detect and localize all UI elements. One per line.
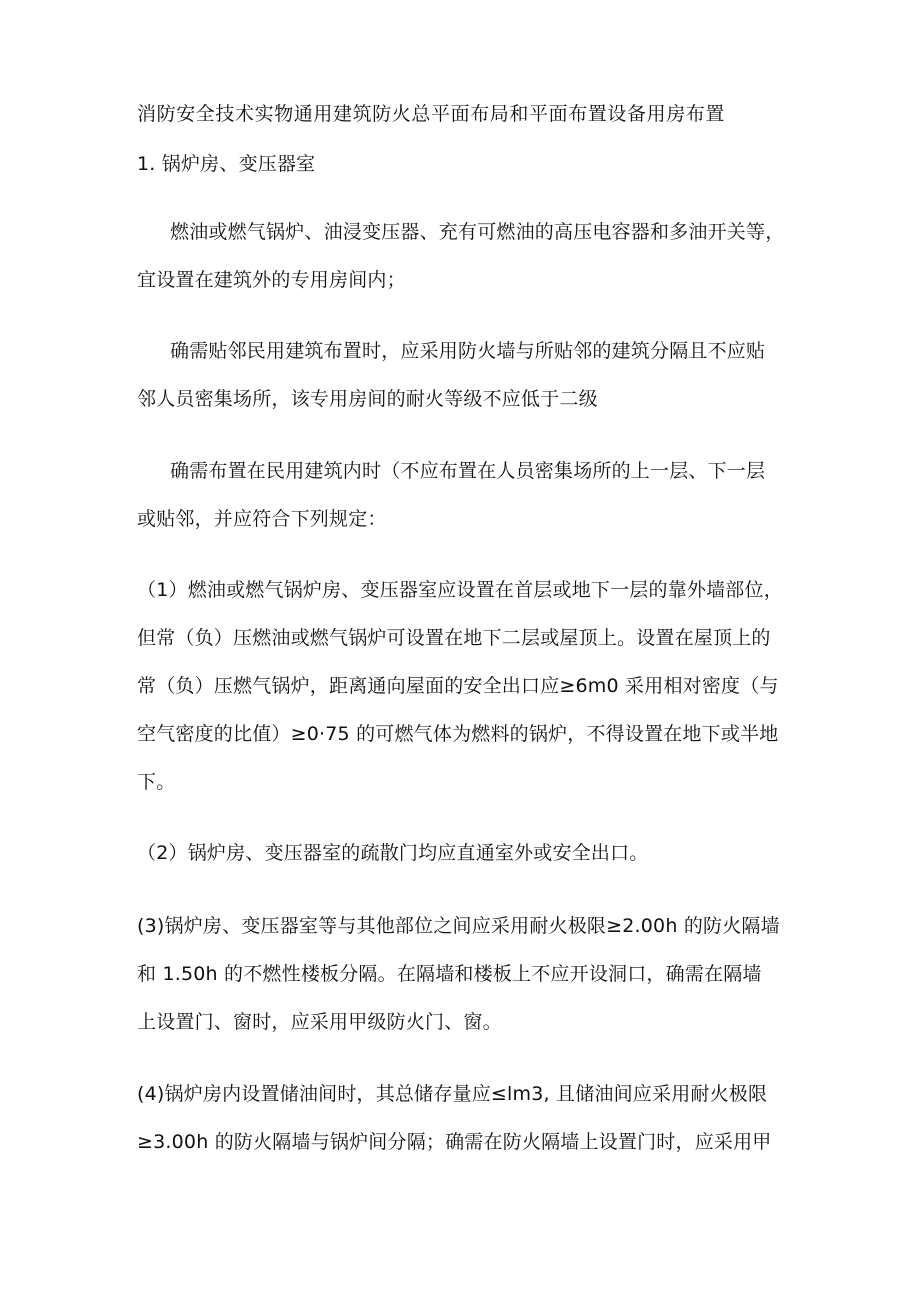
- paragraph-4-line-4: 空气密度的比值）≥0·75 的可燃气体为燃料的锅炉，不得设置在地下或半地: [137, 723, 779, 745]
- paragraph-6-line-3: 上设置门、窗时，应采用甲级防火门、窗。: [137, 1011, 502, 1033]
- section-heading: 1. 锅炉房、变压器室: [137, 153, 316, 175]
- document-title: 消防安全技术实物通用建筑防火总平面布局和平面布置设备用房布置: [137, 103, 726, 125]
- paragraph-7-line-2: ≥3.00h 的防火隔墙与锅炉间分隔；确需在防火隔墙上设置门时，应采用甲: [137, 1131, 772, 1153]
- paragraph-1-line-1: 燃油或燃气锅炉、油浸变压器、充有可燃油的高压电容器和多油开关等，: [170, 221, 785, 243]
- paragraph-1-line-2: 宜设置在建筑外的专用房间内；: [137, 269, 406, 291]
- paragraph-7-line-1: (4)锅炉房内设置储油间时，其总储存量应≤lm3, 且储油间应采用耐火极限: [137, 1083, 768, 1105]
- paragraph-5-line-1: （2）锅炉房、变压器室的疏散门均应直通室外或安全出口。: [137, 842, 649, 864]
- paragraph-4-line-1: （1）燃油或燃气锅炉房、变压器室应设置在首层或地下一层的靠外墙部位，: [137, 579, 783, 601]
- paragraph-6-line-1: (3)锅炉房、变压器室等与其他部位之间应采用耐火极限≥2.00h 的防火隔墙: [137, 915, 780, 937]
- paragraph-2-line-2: 邻人员密集场所，该专用房间的耐火等级不应低于二级: [137, 388, 598, 410]
- paragraph-4-line-3: 常（负）压燃气锅炉，距离通向屋面的安全出口应≥6m0 采用相对密度（与: [137, 675, 779, 697]
- paragraph-2-line-1: 确需贴邻民用建筑布置时，应采用防火墙与所贴邻的建筑分隔且不应贴: [170, 340, 766, 362]
- paragraph-4-line-2: 但常（负）压燃油或燃气锅炉可设置在地下二层或屋顶上。设置在屋顶上的: [137, 627, 771, 649]
- paragraph-4-line-5: 下。: [137, 771, 176, 793]
- paragraph-3-line-2: 或贴邻，并应符合下列规定：: [137, 508, 387, 530]
- paragraph-6-line-2: 和 1.50h 的不燃性楼板分隔。在隔墙和楼板上不应开设洞口，确需在隔墙: [137, 963, 762, 985]
- paragraph-3-line-1: 确需布置在民用建筑内时（不应布置在人员密集场所的上一层、下一层: [170, 460, 766, 482]
